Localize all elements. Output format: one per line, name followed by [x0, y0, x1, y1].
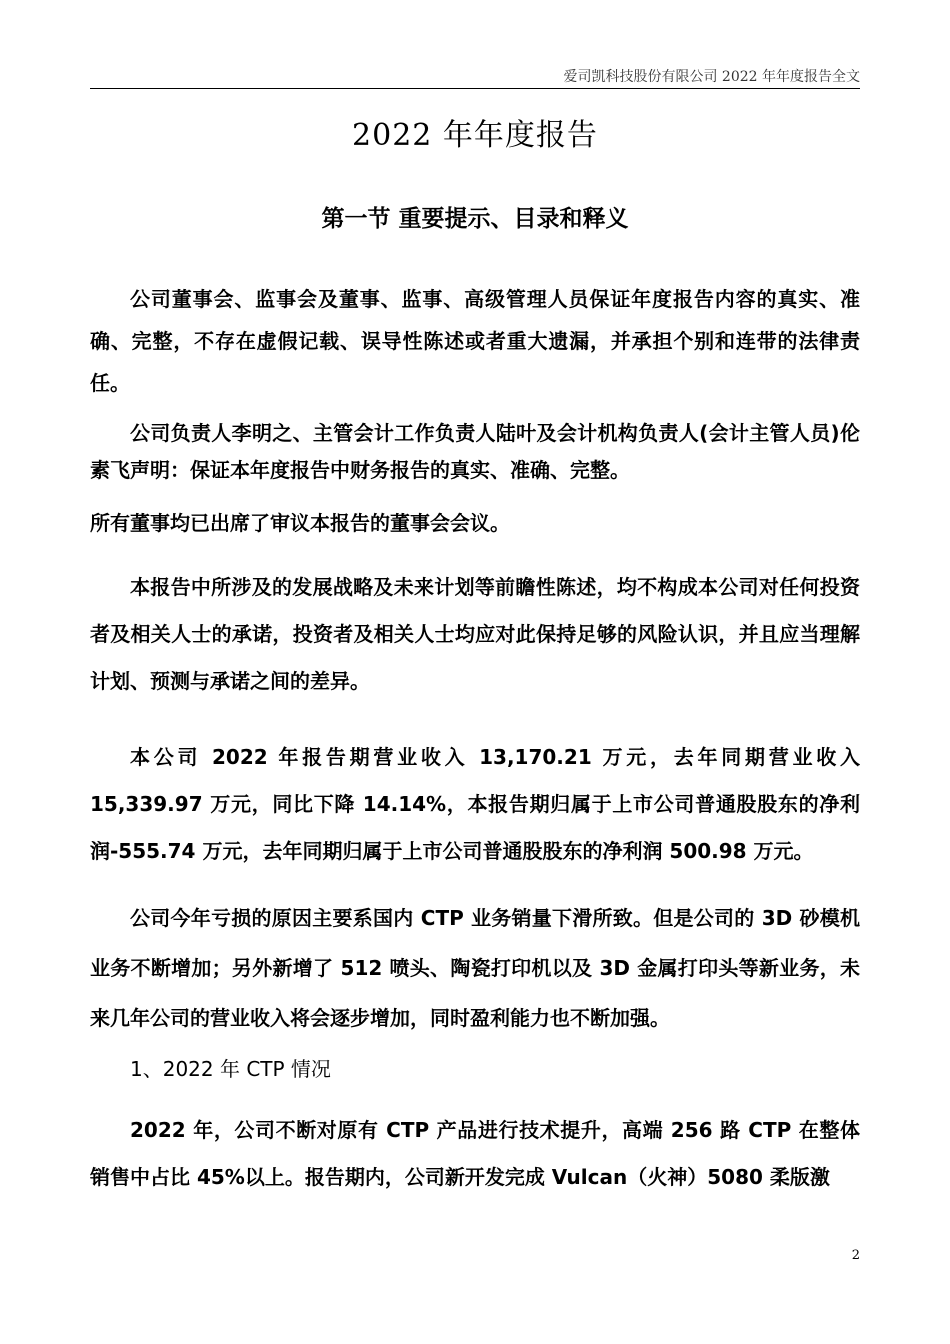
paragraph-board-guarantee: 公司董事会、监事会及董事、监事、高级管理人员保证年度报告内容的真实、准确、完整，不存在虚假记载、误导性陈述或者重大遗漏，并承担个别和连带的法律责任。 [90, 287, 860, 395]
paragraph-ctp-details: 2022 年，公司不断对原有 CTP 产品进行技术提升，高端 256 路 CTP 在整体销售中占比 45%以上。报告期内，公司新开发完成 Vulcan（火神）5080 柔版激 [90, 1118, 860, 1189]
section-title: 第一节 重要提示、目录和释义 [321, 206, 629, 232]
header-title: 爱司凯科技股份有限公司 2022 年年度报告全文 [563, 69, 860, 85]
paragraph-forward-looking: 本报告中所涉及的发展战略及未来计划等前瞻性陈述，均不构成本公司对任何投资者及相关人士的承诺，投资者及相关人士均应对此保持足够的风险认识，并且应当理解计划、预测与承诺之间的差异。 [90, 575, 860, 693]
page-number: 2 [851, 1248, 860, 1263]
paragraph-responsible-persons: 公司负责人李明之、主管会计工作负责人陆叶及会计机构负责人(会计主管人员)伦素飞声明：保证本年度报告中财务报告的真实、准确、完整。 [90, 421, 860, 482]
paragraph-loss-reason: 公司今年亏损的原因主要系国内 CTP 业务销量下滑所致。但是公司的 3D 砂模机业务不断增加；另外新增了 512 喷头、陶瓷打印机以及 3D 金属打印头等新业务，未来几年公司的营业收入将会逐步增加，同时盈利能力也不断加强。 [90, 906, 860, 1030]
paragraph-revenue: 本公司 2022 年报告期营业收入 13,170.21 万元，去年同期营业收入15,339.97 万元，同比下降 14.14%，本报告期归属于上市公司普通股股东的净利润-555.74 万元，去年同期归属于上市公司普通股股东的净利润 500.98 万元。 [90, 745, 860, 863]
subsection-heading-ctp: 1、2022 年 CTP 情况 [130, 1057, 331, 1081]
page-header [90, 60, 860, 89]
paragraph-directors-attendance: 所有董事均已出席了审议本报告的董事会会议。 [90, 511, 510, 535]
report-title: 2022 年年度报告 [352, 118, 598, 153]
